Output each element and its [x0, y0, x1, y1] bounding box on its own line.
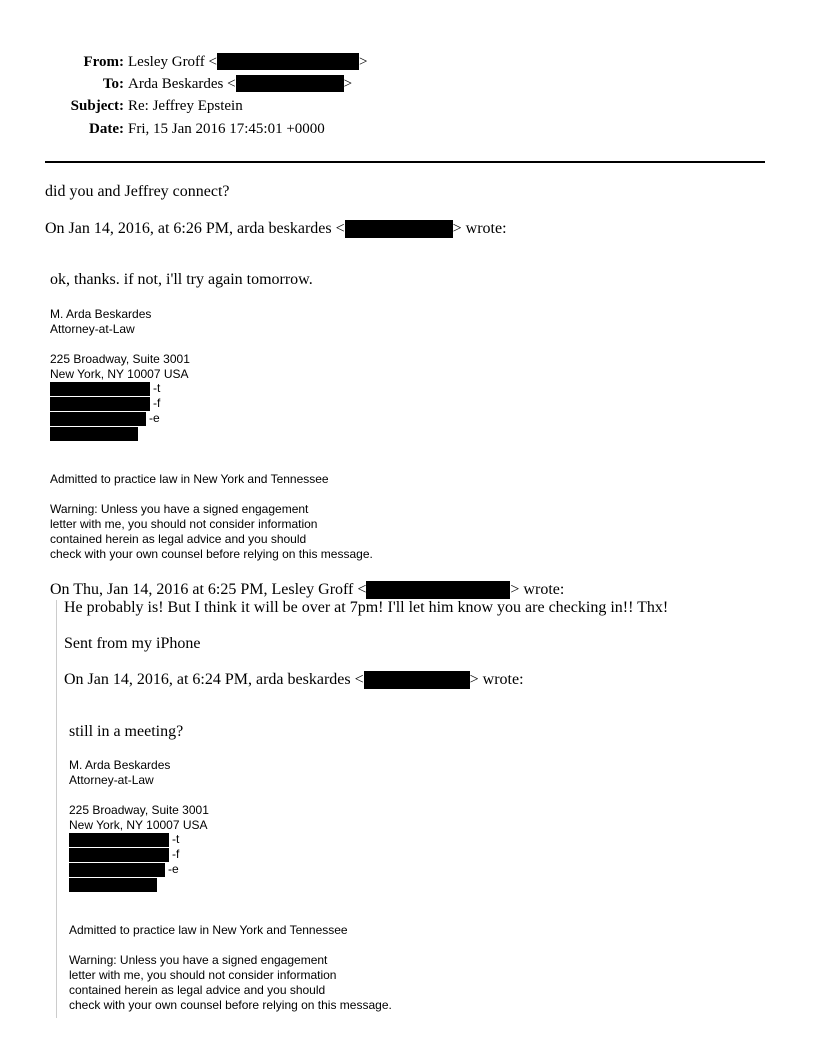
message-line: did you and Jeffrey connect? [45, 183, 230, 200]
to-value: Arda Beskardes < [128, 76, 236, 92]
quote-intro [50, 580, 564, 600]
sig-email-suffix: -e [149, 411, 160, 425]
sig-name: M. Arda Beskardes [50, 307, 152, 321]
sig-address-2: New York, NY 10007 USA [50, 367, 189, 381]
date-label: Date: [89, 121, 124, 137]
sig-admitted: Admitted to practice law in New York and Tennessee [50, 472, 329, 486]
redaction-box [69, 878, 157, 892]
redaction-box [69, 848, 169, 862]
redaction-box [364, 671, 470, 689]
redaction-box [69, 833, 169, 847]
sig-admitted: Admitted to practice law in New York and Tennessee [69, 923, 348, 937]
subject-label: Subject: [70, 98, 124, 114]
sig-warning: contained herein as legal advice and you should [69, 983, 326, 997]
from-value: Lesley Groff < [128, 54, 217, 70]
sig-fax-suffix: -f [172, 847, 180, 861]
sig-warning: check with your own counsel before relying on this message. [50, 547, 373, 561]
sig-warning: contained herein as legal advice and you should [50, 532, 307, 546]
sig-warning: Warning: Unless you have a signed engagement [69, 953, 328, 967]
sent-from: Sent from my iPhone [64, 635, 201, 652]
sig-title: Attorney-at-Law [69, 773, 154, 787]
header-divider [45, 161, 765, 163]
sig-address-1: 225 Broadway, Suite 3001 [69, 803, 209, 817]
quote-intro-text: On Jan 14, 2016, at 6:24 PM, arda beskardes < [64, 671, 364, 688]
redaction-box [69, 863, 165, 877]
date-value: Fri, 15 Jan 2016 17:45:01 +0000 [128, 121, 325, 137]
sig-address-2: New York, NY 10007 USA [69, 818, 208, 832]
message-line: ok, thanks. if not, i'll try again tomorrow. [50, 271, 313, 288]
quote-bar [56, 600, 57, 1018]
redaction-box [345, 220, 453, 238]
redaction-box [50, 397, 150, 411]
quote-intro [45, 219, 507, 239]
message-line: He probably is! But I think it will be over at 7pm! I'll let him know you are checking in!! Thx! [64, 599, 669, 616]
redaction-box [217, 53, 359, 70]
redaction-box [366, 581, 510, 599]
subject-value: Re: Jeffrey Epstein [128, 98, 243, 114]
from-label: From: [83, 54, 124, 70]
sig-name: M. Arda Beskardes [69, 758, 171, 772]
sig-warning: letter with me, you should not consider information [50, 517, 318, 531]
message-line: still in a meeting? [69, 723, 184, 740]
redaction-box [50, 412, 146, 426]
sig-address-1: 225 Broadway, Suite 3001 [50, 352, 190, 366]
from-close: > [359, 54, 368, 70]
sig-phone-suffix: -t [172, 832, 180, 846]
quote-intro-text: On Thu, Jan 14, 2016 at 6:25 PM, Lesley Groff < [50, 581, 367, 598]
sig-fax-suffix: -f [153, 396, 161, 410]
sig-phone-suffix: -t [153, 381, 161, 395]
quote-intro-end: > wrote: [452, 220, 507, 237]
sig-warning: check with your own counsel before relying on this message. [69, 998, 392, 1012]
quote-intro-end: > wrote: [510, 581, 565, 598]
quote-intro [64, 670, 524, 690]
sig-title: Attorney-at-Law [50, 322, 135, 336]
sig-email-suffix: -e [168, 862, 179, 876]
redaction-box [50, 427, 138, 441]
quote-intro-end: > wrote: [469, 671, 524, 688]
sig-warning: letter with me, you should not consider information [69, 968, 337, 982]
redaction-box [236, 75, 344, 92]
to-label: To: [102, 76, 124, 92]
redaction-box [50, 382, 150, 396]
to-close: > [343, 76, 353, 92]
sig-warning: Warning: Unless you have a signed engagement [50, 502, 309, 516]
quote-intro-text: On Jan 14, 2016, at 6:26 PM, arda beskardes < [45, 220, 345, 237]
